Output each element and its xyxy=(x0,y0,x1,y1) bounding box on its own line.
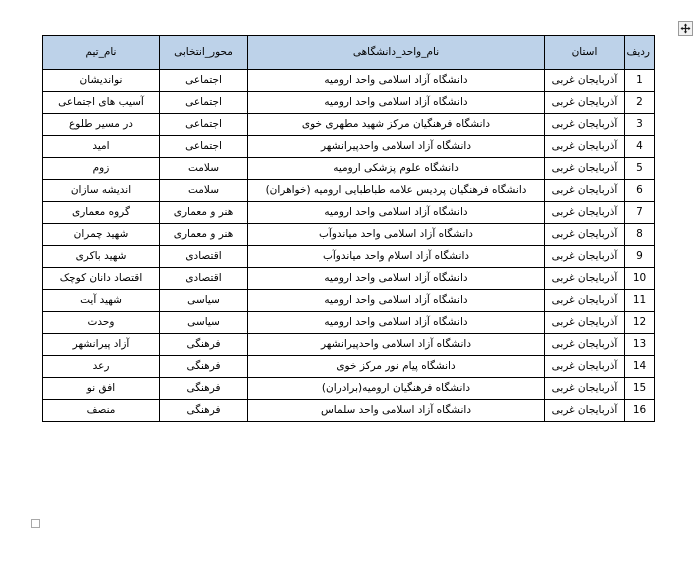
cell-mehvar: اجتماعی xyxy=(160,70,248,92)
cell-ostan: آذربایجان غربی xyxy=(545,136,625,158)
cell-tim: اندیشه سازان xyxy=(43,180,160,202)
table-row xyxy=(43,400,655,422)
cell-mehvar: هنر و معماری xyxy=(160,202,248,224)
cell-mehvar: هنر و معماری xyxy=(160,224,248,246)
table-row xyxy=(43,312,655,334)
cell-mehvar: فرهنگی xyxy=(160,356,248,378)
cell-mehvar: اقتصادی xyxy=(160,268,248,290)
cell-vahed: دانشگاه فرهنگیان مرکز شهید مطهری خوی xyxy=(248,114,545,136)
cell-tim: شهید باکری xyxy=(43,246,160,268)
cell-mehvar: اجتماعی xyxy=(160,92,248,114)
cell-tim: آسیب های اجتماعی xyxy=(43,92,160,114)
cell-ostan: آذربایجان غربی xyxy=(545,158,625,180)
cell-radif: 14 xyxy=(625,356,655,378)
cell-tim: شهید چمران xyxy=(43,224,160,246)
table-row xyxy=(43,356,655,378)
cell-vahed: دانشگاه آزاد اسلامی واحد ارومیه xyxy=(248,268,545,290)
cell-tim: منصف xyxy=(43,400,160,422)
cell-ostan: آذربایجان غربی xyxy=(545,356,625,378)
table-row xyxy=(43,246,655,268)
cell-mehvar: فرهنگی xyxy=(160,400,248,422)
cell-ostan: آذربایجان غربی xyxy=(545,224,625,246)
cell-vahed: دانشگاه آزاد اسلامی واحد ارومیه xyxy=(248,202,545,224)
cell-ostan: آذربایجان غربی xyxy=(545,70,625,92)
header-row xyxy=(43,36,655,70)
cell-tim: رعد xyxy=(43,356,160,378)
table-body xyxy=(43,70,655,422)
cell-mehvar: اقتصادی xyxy=(160,246,248,268)
cell-tim: آزاد پیرانشهر xyxy=(43,334,160,356)
cell-ostan: آذربایجان غربی xyxy=(545,400,625,422)
column-header-tim: نام_تیم xyxy=(43,36,160,70)
cell-ostan: آذربایجان غربی xyxy=(545,202,625,224)
cell-ostan: آذربایجان غربی xyxy=(545,180,625,202)
column-header-ostan: استان xyxy=(545,36,625,70)
table-row xyxy=(43,202,655,224)
cell-vahed: دانشگاه آزاد اسلامی واحدپیرانشهر xyxy=(248,334,545,356)
table-row xyxy=(43,70,655,92)
cell-mehvar: فرهنگی xyxy=(160,378,248,400)
cell-mehvar: فرهنگی xyxy=(160,334,248,356)
cell-mehvar: اجتماعی xyxy=(160,136,248,158)
cell-ostan: آذربایجان غربی xyxy=(545,378,625,400)
cell-radif: 4 xyxy=(625,136,655,158)
table-row xyxy=(43,268,655,290)
cell-tim: شهید آیت xyxy=(43,290,160,312)
cell-mehvar: سلامت xyxy=(160,180,248,202)
table-row xyxy=(43,180,655,202)
cell-ostan: آذربایجان غربی xyxy=(545,114,625,136)
cell-tim: نواندیشان xyxy=(43,70,160,92)
cell-vahed: دانشگاه آزاد اسلامی واحد ارومیه xyxy=(248,290,545,312)
cell-radif: 10 xyxy=(625,268,655,290)
cell-ostan: آذربایجان غربی xyxy=(545,334,625,356)
cell-vahed: دانشگاه آزاد اسلامی واحد میاندوآب xyxy=(248,224,545,246)
cell-radif: 6 xyxy=(625,180,655,202)
cell-radif: 12 xyxy=(625,312,655,334)
table-row xyxy=(43,290,655,312)
cell-tim: گروه معماری xyxy=(43,202,160,224)
cell-vahed: دانشگاه آزاد اسلامی واحد ارومیه xyxy=(248,70,545,92)
table-row xyxy=(43,158,655,180)
cell-radif: 15 xyxy=(625,378,655,400)
cell-vahed: دانشگاه آزاد اسلام واحد میاندوآب xyxy=(248,246,545,268)
move-resize-handle[interactable] xyxy=(678,21,693,36)
table-row xyxy=(43,334,655,356)
cell-radif: 16 xyxy=(625,400,655,422)
cell-tim: وحدت xyxy=(43,312,160,334)
cell-vahed: دانشگاه پیام نور مرکز خوی xyxy=(248,356,545,378)
cell-ostan: آذربایجان غربی xyxy=(545,312,625,334)
cell-mehvar: سلامت xyxy=(160,158,248,180)
teams-table xyxy=(42,35,655,422)
cell-vahed: دانشگاه آزاد اسلامی واحدپیرانشهر xyxy=(248,136,545,158)
column-header-mehvar: محور_انتخابی xyxy=(160,36,248,70)
cell-tim: زوم xyxy=(43,158,160,180)
cell-vahed: دانشگاه فرهنگیان ارومیه(برادران) xyxy=(248,378,545,400)
cell-vahed: دانشگاه آزاد اسلامی واحد سلماس xyxy=(248,400,545,422)
table-row xyxy=(43,224,655,246)
cell-mehvar: اجتماعی xyxy=(160,114,248,136)
cell-tim: امید xyxy=(43,136,160,158)
cell-mehvar: سیاسی xyxy=(160,312,248,334)
cell-vahed: دانشگاه علوم پزشکی ارومیه xyxy=(248,158,545,180)
table-header xyxy=(43,36,655,70)
cell-vahed: دانشگاه فرهنگیان پردیس علامه طباطبایی ارومیه (خواهران) xyxy=(248,180,545,202)
cell-radif: 2 xyxy=(625,92,655,114)
column-header-radif: ردیف xyxy=(625,36,655,70)
table-row xyxy=(43,378,655,400)
cell-vahed: دانشگاه آزاد اسلامی واحد ارومیه xyxy=(248,92,545,114)
cell-radif: 7 xyxy=(625,202,655,224)
table-row xyxy=(43,136,655,158)
cell-tim: اقتصاد دانان کوچک xyxy=(43,268,160,290)
table-row xyxy=(43,92,655,114)
cell-radif: 9 xyxy=(625,246,655,268)
cell-vahed: دانشگاه آزاد اسلامی واحد ارومیه xyxy=(248,312,545,334)
cell-radif: 11 xyxy=(625,290,655,312)
cell-radif: 3 xyxy=(625,114,655,136)
table-row xyxy=(43,114,655,136)
cell-radif: 1 xyxy=(625,70,655,92)
cell-radif: 5 xyxy=(625,158,655,180)
cell-mehvar: سیاسی xyxy=(160,290,248,312)
cell-radif: 13 xyxy=(625,334,655,356)
cell-ostan: آذربایجان غربی xyxy=(545,290,625,312)
selection-handle[interactable] xyxy=(31,519,40,528)
four-way-arrow-icon xyxy=(680,23,691,34)
cell-ostan: آذربایجان غربی xyxy=(545,246,625,268)
cell-ostan: آذربایجان غربی xyxy=(545,92,625,114)
cell-radif: 8 xyxy=(625,224,655,246)
cell-tim: در مسیر طلوع xyxy=(43,114,160,136)
cell-ostan: آذربایجان غربی xyxy=(545,268,625,290)
column-header-vahed: نام_واحد_دانشگاهی xyxy=(248,36,545,70)
cell-tim: افق نو xyxy=(43,378,160,400)
table-container xyxy=(43,35,655,422)
